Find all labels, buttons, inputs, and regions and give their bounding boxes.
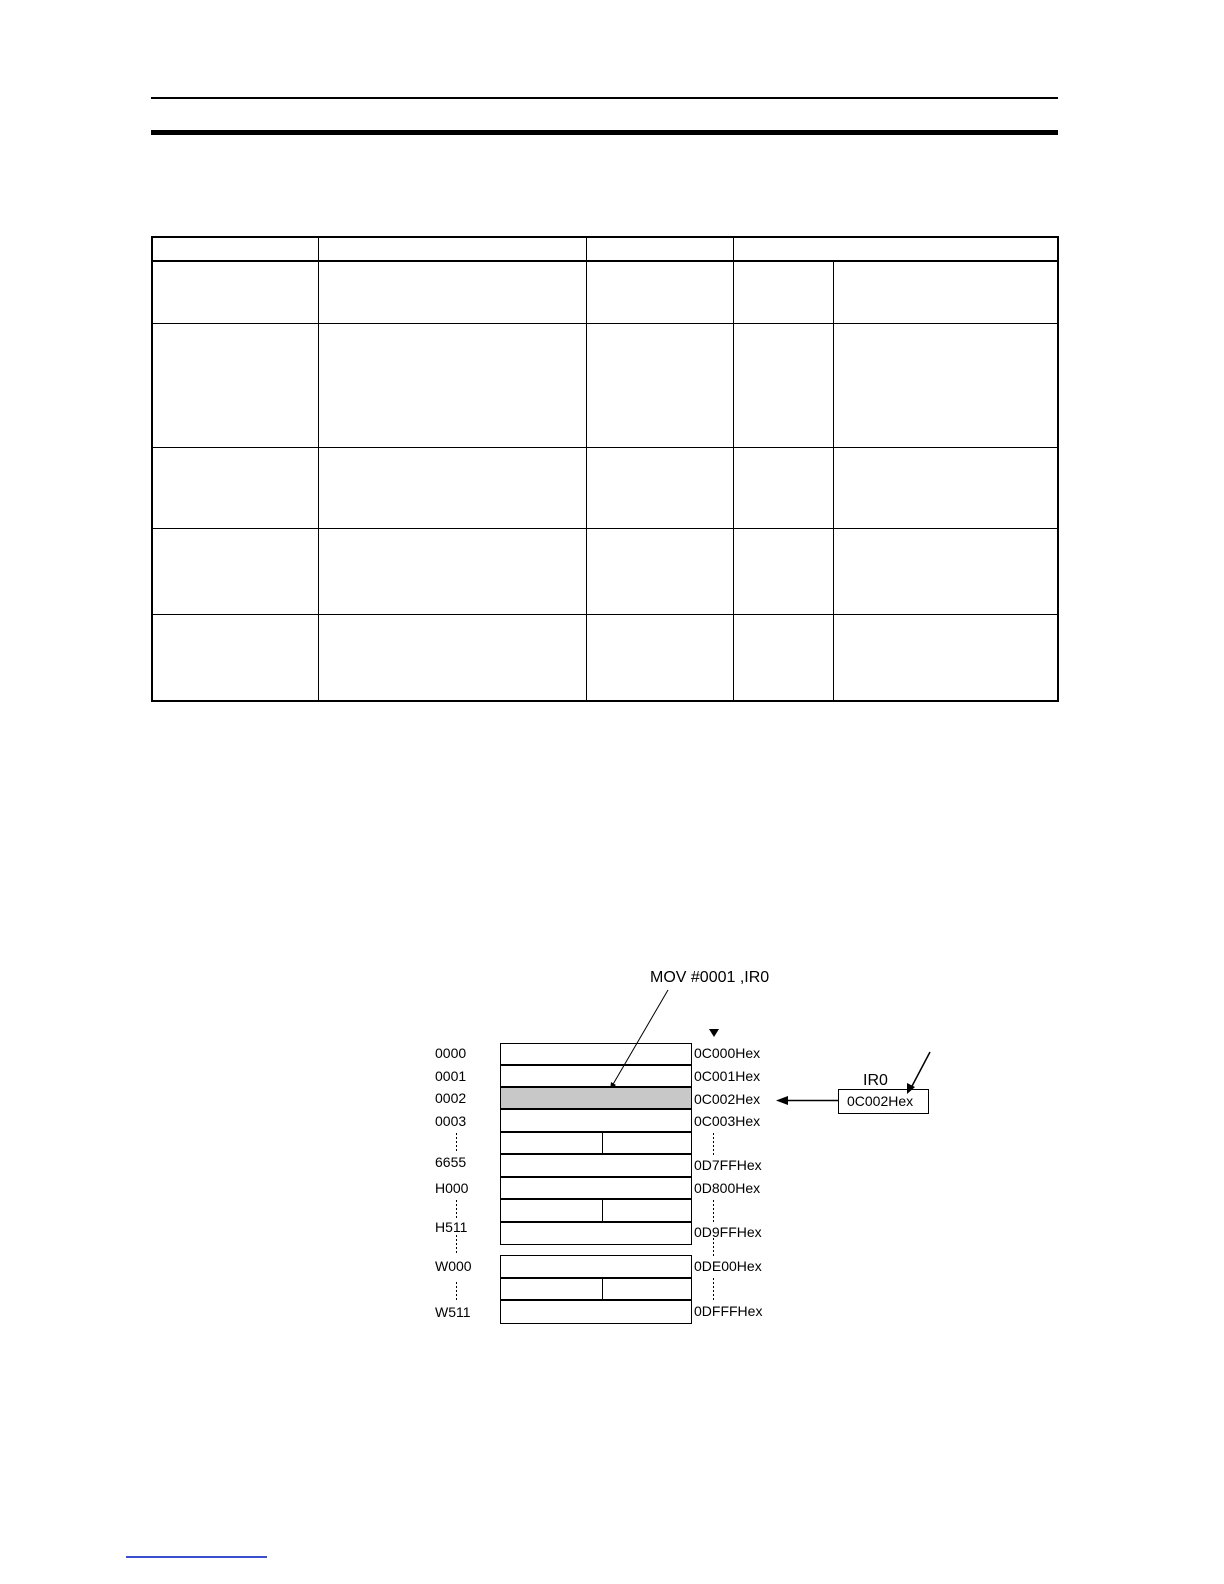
memory-cell-0002 bbox=[501, 1088, 692, 1109]
hex-address-label: 0C000Hex bbox=[694, 1045, 761, 1061]
memory-cell-gap bbox=[501, 1133, 692, 1154]
register-name-label: IR0 bbox=[863, 1072, 888, 1089]
memory-cell-0001 bbox=[501, 1066, 692, 1087]
address-label: H511 bbox=[435, 1219, 468, 1235]
footer-link-underline bbox=[126, 1556, 267, 1558]
hex-address-label: 0D800Hex bbox=[694, 1180, 761, 1196]
memory-cell-w000 bbox=[501, 1256, 692, 1278]
hex-address-label: 0D7FFHex bbox=[694, 1157, 762, 1173]
address-label: 0002 bbox=[435, 1090, 467, 1106]
instruction-label: MOV #0001 ,IR0 bbox=[650, 969, 770, 986]
register-arrowhead bbox=[776, 1096, 788, 1105]
address-label: W000 bbox=[435, 1258, 472, 1274]
memory-cell-gap bbox=[501, 1279, 692, 1300]
address-label: W511 bbox=[435, 1304, 471, 1320]
hex-address-label: 0DE00Hex bbox=[694, 1258, 762, 1274]
address-label: 0003 bbox=[435, 1113, 467, 1129]
address-label: 0000 bbox=[435, 1045, 467, 1061]
hex-address-label: 0D9FFHex bbox=[694, 1224, 762, 1240]
address-label: H000 bbox=[435, 1180, 469, 1196]
register-input-arrow-line bbox=[911, 1052, 930, 1088]
memory-cell-gap bbox=[501, 1200, 692, 1222]
instruction-pointer-line bbox=[612, 990, 668, 1086]
memory-cell-0003 bbox=[501, 1110, 692, 1132]
hex-address-label: 0C003Hex bbox=[694, 1113, 761, 1129]
address-label: 6655 bbox=[435, 1154, 467, 1170]
memory-cell-6655 bbox=[501, 1155, 692, 1177]
register-value: 0C002Hex bbox=[847, 1093, 914, 1109]
memory-cell-w511 bbox=[501, 1301, 692, 1324]
hex-address-label: 0C002Hex bbox=[694, 1091, 761, 1107]
memory-cell-0000 bbox=[501, 1044, 692, 1065]
hex-address-label: 0C001Hex bbox=[694, 1068, 761, 1084]
memory-cell-h511 bbox=[501, 1223, 692, 1245]
hex-address-label: 0DFFFHex bbox=[694, 1303, 763, 1319]
address-label: 0001 bbox=[435, 1068, 467, 1084]
down-arrow-icon bbox=[709, 1029, 719, 1037]
memory-cell-h000 bbox=[501, 1178, 692, 1199]
